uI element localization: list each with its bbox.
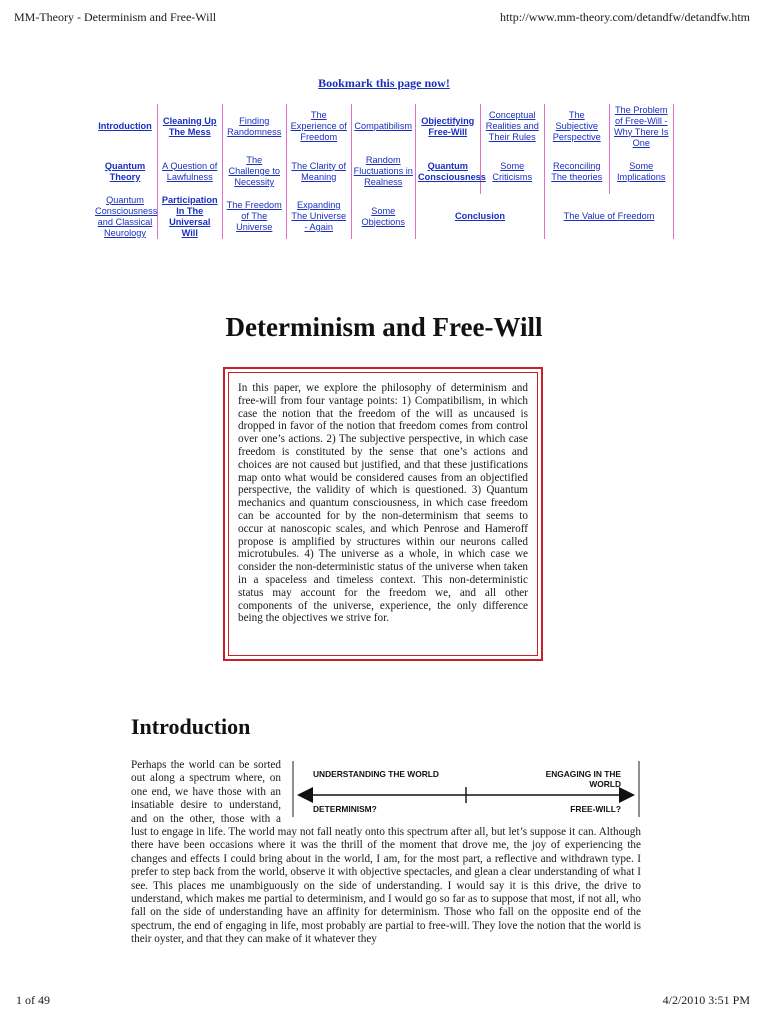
nav-link[interactable]: The Problem of Free-Will - Why There Is One <box>614 104 669 148</box>
nav-cell <box>222 104 287 149</box>
nav-link[interactable]: The Experience of Freedom <box>290 110 347 142</box>
nav-link[interactable]: Some Criticisms <box>492 160 533 182</box>
nav-cell <box>480 149 545 194</box>
nav-cell <box>416 104 481 149</box>
nav-cell <box>545 104 610 149</box>
nav-link[interactable]: Conclusion <box>454 211 506 221</box>
nav-link[interactable]: The Subjective Perspective <box>552 110 601 142</box>
nav-cell <box>351 194 416 239</box>
label-engaging-in-the-world: ENGAGING IN THE WORLD <box>545 769 621 789</box>
print-header-url: http://www.mm-theory.com/detandfw/detandfw.htm <box>500 10 750 24</box>
nav-cell <box>93 149 158 194</box>
nav-link[interactable]: Expanding The Universe - Again <box>291 200 347 232</box>
nav-cell <box>158 149 223 194</box>
navigation-table <box>93 104 674 239</box>
nav-cell <box>351 104 416 149</box>
nav-cell <box>222 194 287 239</box>
nav-link[interactable]: Quantum Consciousness <box>418 160 486 182</box>
nav-cell <box>222 149 287 194</box>
nav-cell <box>545 149 610 194</box>
page-title: Determinism and Free-Will <box>225 312 543 342</box>
nav-link[interactable]: Reconciling The theories <box>551 160 603 182</box>
abstract-box <box>223 367 543 661</box>
nav-link[interactable]: Quantum Theory <box>104 160 146 182</box>
print-header-title: MM-Theory - Determinism and Free-Will <box>14 10 217 24</box>
spectrum-diagram <box>287 759 641 821</box>
nav-link[interactable]: Introduction <box>98 121 152 131</box>
nav-link[interactable]: Some Implications <box>616 160 666 182</box>
nav-link[interactable]: Some Objections <box>361 205 405 227</box>
print-footer-page-number: 1 of 49 <box>16 993 50 1007</box>
nav-cell <box>545 194 674 239</box>
nav-cell <box>287 104 352 149</box>
nav-row <box>93 149 674 194</box>
introduction-paragraph: Perhaps the world can be sorted out along a spectrum where, on one end, we have those with an insatiable desire to understand, and on the other, those with a lust to engage in life. The world may not fall neatly onto this spectrum after all, but let’s suppose it can. Although there have been occasions where it was the thrill of the moment that drove me, the joy of experiencing the changes and effects I could bring about in the world, I am, for the most part, a reflective and withdrawn type. I prefer to step back from the world, observe it with objective spectacles, and glean a clear understanding of what I see. This places me unambiguously on the side of understanding. I would say it is this drive, the drive to understand, which makes me partial to determinism, and I would go so far as to suppose that most, if not all, who fall on the side of understanding have an affinity for determinism. Those who fall on the opposite end of the spectrum, the end of engaging in life, most probably are partial to free-will. They love the notion that the world is their oyster, and that they can make of it whatever they <box>131 759 641 946</box>
bookmark-link[interactable]: Bookmark this page now! <box>318 76 450 90</box>
nav-link[interactable]: Compatibilism <box>354 121 413 131</box>
nav-link[interactable]: The Clarity of Meaning <box>291 160 347 182</box>
nav-cell <box>158 194 223 239</box>
introduction-body <box>131 759 641 947</box>
section-heading-introduction: Introduction <box>131 714 251 739</box>
abstract-inner-border <box>228 372 538 656</box>
nav-row <box>93 104 674 149</box>
nav-link[interactable]: The Value of Freedom <box>563 211 655 221</box>
nav-cell <box>416 194 545 239</box>
nav-link[interactable]: Participation In The Universal Will <box>161 194 218 238</box>
nav-cell <box>351 149 416 194</box>
nav-link[interactable]: Conceptual Realities and Their Rules <box>485 110 539 142</box>
label-understanding-the-world: UNDERSTANDING THE WORLD <box>313 769 439 779</box>
nav-link[interactable]: Random Fluctuations in Realness <box>353 155 413 187</box>
nav-cell <box>609 149 674 194</box>
nav-link[interactable]: The Challenge to Necessity <box>228 155 281 187</box>
nav-cell <box>287 194 352 239</box>
print-footer-datetime: 4/2/2010 3:51 PM <box>662 993 750 1007</box>
nav-cell <box>93 104 158 149</box>
nav-cell <box>480 104 545 149</box>
nav-link[interactable]: A Question of Lawfulness <box>162 160 218 182</box>
nav-row <box>93 194 674 239</box>
nav-cell <box>609 104 674 149</box>
nav-link[interactable]: Quantum Consciousness and Classical Neurology <box>95 194 158 238</box>
label-free-will: FREE-WILL? <box>570 804 621 814</box>
nav-link[interactable]: The Freedom of The Universe <box>226 200 282 232</box>
label-determinism: DETERMINISM? <box>313 804 377 814</box>
nav-cell <box>416 149 486 194</box>
nav-cell <box>287 149 352 194</box>
nav-link[interactable]: Cleaning Up The Mess <box>162 115 217 137</box>
nav-link[interactable]: Objectifying Free-Will <box>421 115 475 137</box>
nav-cell <box>93 194 158 239</box>
nav-link[interactable]: Finding Randomness <box>227 115 282 137</box>
abstract-text: In this paper, we explore the philosophy of determinism and free-will from four vantage points: 1) Compatibilism, in which case the notion that the freedom of the will as uncaused is dropped in favor of the notion that freedom comes from control over one’s actions. 2) The subjective perspective, in which case freedom is constituted by the sense that one’s actions and choices are not caused but justified, and that these justifications map onto what would be considered causes from an objectified perspective, the validity of which is questioned. 3) Quantum mechanics and quantum consciousness, in which case freedom can be accounted for by the non-determinism that seems to occur at nanoscopic scales, and which Penrose and Hameroff propose is amplified by structures within our neurons called microtubules. 4) The universe as a whole, in which case we consider the non-deterministic status of the universe when taken in a spaceless and timeless context. This non-deterministic status may account for the freedom we, and all other components of the universe, experience, the only difference being the objectives we strive for. <box>238 382 528 625</box>
nav-cell <box>158 104 223 149</box>
